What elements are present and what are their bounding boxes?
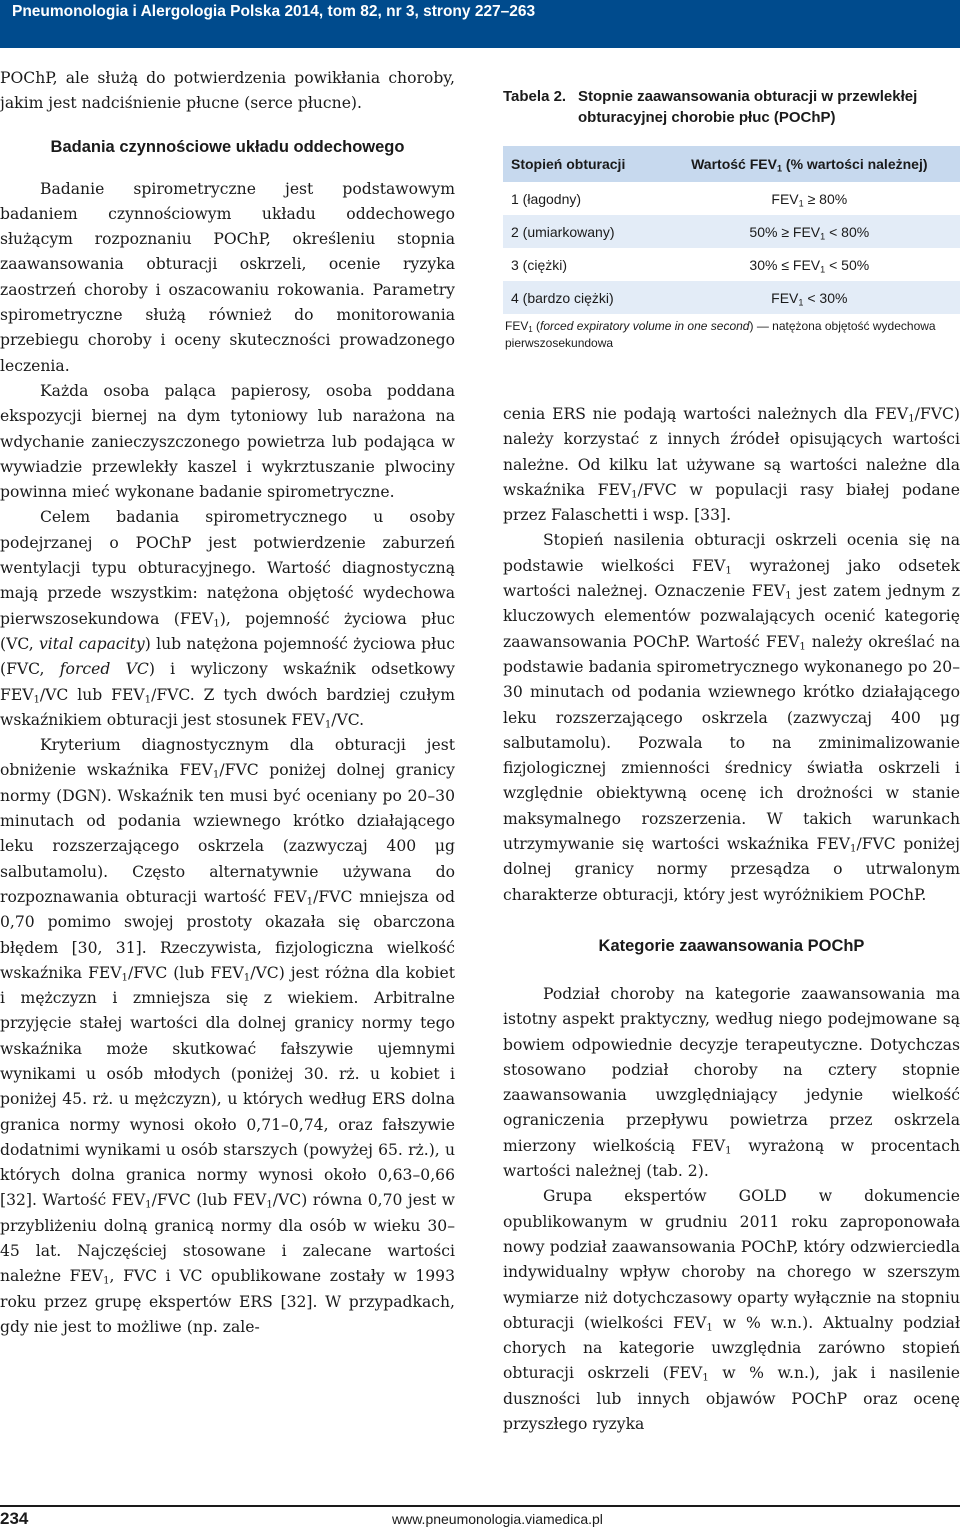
table-cell-stage: 2 (umiarkowany) xyxy=(511,223,615,240)
footer-rule xyxy=(0,1505,960,1507)
paragraph-severity: Stopień nasilenia obturacji oskrzeli ocenia się na podstawie wielkości $FEV_1$ wyrażonej jako odsetek wartości należnej. Oznaczenie $FEV_1$ jest zatem jednym z kluczowych elementów pozwalających ocenić kategorię zaawansowania POChP. Wartość $FEV_1$ należy określać na podstawie badania spirometrycznego wykonanego po 20–30 minutach od podania wziewnego krótko działającego leku rozszerzającego oskrzela (zazwyczaj 400 μg salbutamolu). Pozwala to na zminimalizowanie fizjologicznej zmienności średnicy światła oskrzeli i względnie obiektywną ocenę ich drożności w stanie maksymalnego rozszerzenia. W takich warunkach utrzymywanie się wartości wskaźnika $FEV_1$/FVC poniżej dolnej granicy normy przesądza o utrwalonym charakterze obturacji, który jest wyróżnikiem POChP. xyxy=(503,531,960,904)
table-label: Tabela 2. xyxy=(503,88,567,105)
table-cell-stage: 4 (bardzo ciężki) xyxy=(511,289,614,306)
journal-header xyxy=(0,0,960,48)
table-cell-stage: 3 (ciężki) xyxy=(511,256,568,273)
table-header-row xyxy=(503,146,960,182)
paragraph-gold: Grupa ekspertów GOLD w dokumencie opublikowanym w grudniu 2011 roku zaproponowała nowy podział zaawansowania POChP, który odzwierciedla indywidualny wpływ choroby na chorego w szerszym wymiarze niż dotychczasowy oparty wyłącznie na stopniu obturacji (wielkości $FEV_1$ w % w.n.). Aktualny podział chorych na kategorie uwzględnia zarówno stopień obturacji oskrzeli ($FEV_1$ w % w.n.), jak i nasilenie duszności lub innych objawów POChP oraz ocenę przyszłego ryzyka xyxy=(503,1187,960,1433)
journal-citation: Pneumonologia i Alergologia Polska 2014, tom 82, nr 3, strony 227–263 xyxy=(12,3,536,20)
table-row xyxy=(503,248,960,281)
table-row xyxy=(503,182,960,215)
paragraph-parameters: Celem badania spirometrycznego u osoby podejrzanej o POChP jest potwierdzenie zaburzeń wentylacji typu obturacyjnego. Wartość diagnostyczną mają przede wszystkim: natężona objętość wydechowa pierwszosekundowa $(FEV_1)$, pojemność życiowa płuc (VC, vital capacity) lub natężona pojemność życiowa płuc (FVC, forced VC) i wyliczony wskaźnik odsetkowy $FEV_1/VC$ lub $FEV_1$/FVC. Z tych dwóch bardziej czułym wskaźnikiem obturacji jest stosunek $FEV_1/VC$. xyxy=(0,508,455,731)
table-row xyxy=(503,215,960,248)
table-title: Stopnie zaawansowania obturacji w przewlekłej obturacyjnej chorobie płuc (POChP) xyxy=(578,88,918,126)
table-caption xyxy=(503,86,960,128)
column-header-fev1: Wartość $FEV_1$ (% wartości należnej) xyxy=(691,156,928,174)
column-header-stage: Stopień obturacji xyxy=(511,156,626,172)
table-cell-value: $30\% \le FEV_1 < 50\%$ xyxy=(749,256,870,274)
table-footnote: $FEV_1$ (forced expiratory volume in one second) — natężona objętość wydechowa pierwszosekundowa xyxy=(505,319,936,350)
journal-url: www.pneumonologia.viamedica.pl xyxy=(392,1511,603,1527)
table-cell-stage: 1 (łagodny) xyxy=(511,190,582,207)
section-heading-respiratory-tests: Badania czynnościowe układu oddechowego xyxy=(50,137,405,156)
table-row xyxy=(503,281,960,314)
table-cell-value: $50\% \ge FEV_1 < 80\%$ xyxy=(749,223,870,241)
intro-paragraph: POChP, ale służą do potwierdzenia powikłania choroby, jakim jest nadciśnienie płucne (serce płucne). xyxy=(0,69,455,113)
paragraph-spirometry: Badanie spirometryczne jest podstawowym badaniem czynnościowym układu oddechowego służącym rozpoznaniu POChP, określeniu stopnia zaawansowania obturacji oskrzeli, ocenie ryzyka zaostrzeń choroby i oszacowaniu rokowania. Parametry spirometryczne służą również do monitorowania przebiegu choroby i oceny skuteczności prowadzonego leczenia. xyxy=(0,179,455,375)
paragraph-reference-values: cenia ERS nie podają wartości należnych dla $FEV_1/FVC$) należy korzystać z innych źródeł opisujących wartości należne. Od kilku lat używane są wartości należne dla wskaźnika $FEV_1$/FVC w populacji rasy białej podane przez Falaschetti i wsp. [33]. xyxy=(503,405,960,525)
section-heading-copd-categories: Kategorie zaawansowania POChP xyxy=(598,936,865,955)
page-number: 234 xyxy=(0,1509,29,1528)
obstruction-stage-table xyxy=(503,146,960,314)
table-2 xyxy=(503,86,960,352)
right-column xyxy=(503,402,960,1437)
left-column xyxy=(0,66,455,1340)
table-cell-value: $FEV_1 \ge 80\%$ xyxy=(771,190,848,208)
paragraph-criterion: Kryterium diagnostycznym dla obturacji jest obniżenie wskaźnika $FEV_1$/FVC poniżej dolnej granicy normy (DGN). Wskaźnik ten musi być oceniany po 20–30 minutach od podania wziewnego krótko działającego leku rozszerzającego oskrzela (zazwyczaj 400 μg salbutamolu). Często alternatywnie używana do rozpoznawania obturacji wartość $FEV_1$/FVC mniejsza od 0,70 pomimo swojej prostoty okazała się obarczona błędem [30, 31]. Rzeczywista, fizjologiczna wielkość wskaźnika $FEV_1$/FVC (lub $FEV_1/VC$) jest różna dla kobiet i mężczyzn i zmniejsza się z wiekiem. Arbitralne przyjęcie stałej wartości dla dolnej granicy normy tego wskaźnika może skutkować fałszywie ujemnymi wynikami u osób młodych (poniżej 30. rż. u kobiet i poniżej 45. rż. u mężczyzn), u których według ERS dolna granica normy wynosi około 0,71–0,74, oraz fałszywie dodatnimi wynikami u osób starszych (powyżej 65. rż.), u których dolna granica normy wynosi około 0,63–0,66 [32]. Wartość $FEV_1$/FVC (lub $FEV_1/VC$) równa 0,70 jest w przybliżeniu dolną granicą normy dla osób w wieku 30–45 lat. Najczęściej stosowane i zalecane wartości należne $FEV_1$, FVC i VC opublikowane zostały w 1993 roku przez grupę ekspertów ERS [32]. W przypadkach, gdy nie jest to możliwe (np. zale- xyxy=(0,736,456,1336)
paragraph-who-should-test: Każda osoba paląca papierosy, osoba poddana ekspozycji biernej na dym tytoniowy lub narażona na wdychanie zanieczyszczonego powietrza lub podająca w wywiadzie przewlekły kaszel i wykrztuszanie plwociny powinna mieć wykonane badanie spirometryczne. xyxy=(0,381,455,502)
table-cell-value: $FEV_1 < 30\%$ xyxy=(771,289,848,307)
paragraph-categories: Podział choroby na kategorie zaawansowania ma istotny aspekt praktyczny, według niego podejmowane są bowiem odpowiednie decyzje terapeutyczne. Dotychczas stosowano podział choroby na cztery stopnie zaawansowania uwzględniający jedynie wielkość ograniczenia przepływu powietrza przez oskrzela mierzony wielkością $FEV_1$ wyrażoną w procentach wartości należnej (tab. 2). xyxy=(503,984,960,1181)
